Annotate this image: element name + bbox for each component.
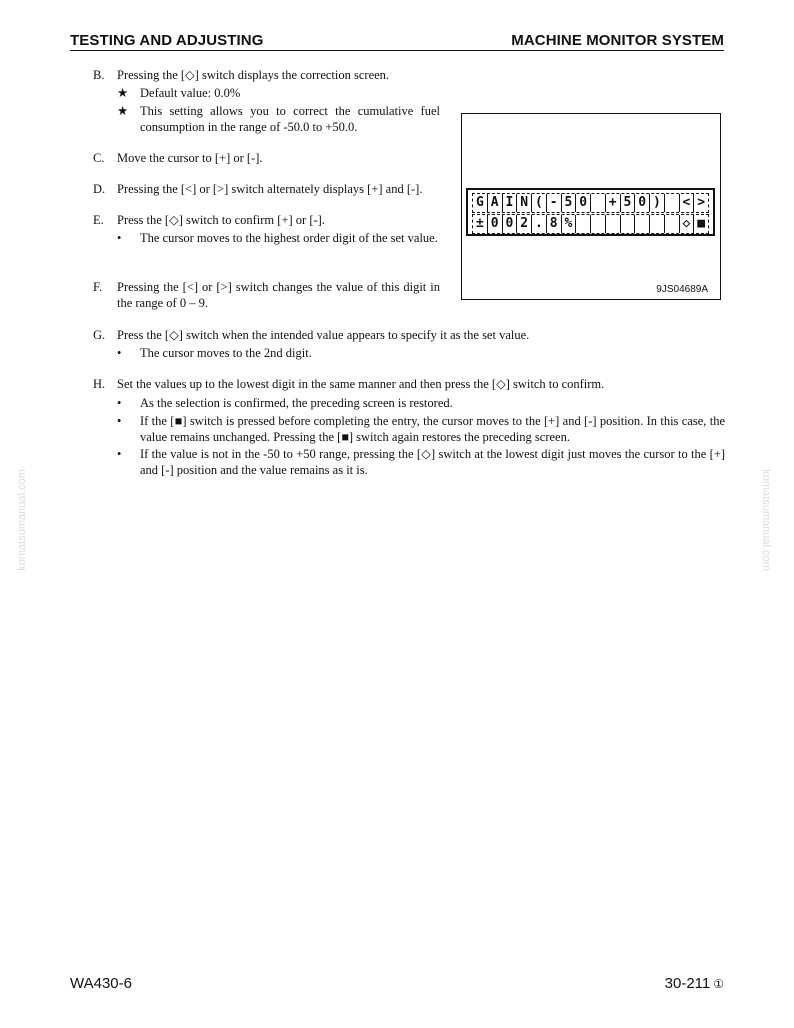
bullet-icon: • xyxy=(117,447,122,461)
lcd-cell: ± xyxy=(473,215,488,233)
step-text: Pressing the [◇] switch displays the correction screen. xyxy=(117,68,390,82)
lcd-cell xyxy=(591,194,606,212)
header-section-title: TESTING AND ADJUSTING xyxy=(70,32,264,49)
lcd-cell xyxy=(665,215,680,233)
note-out-of-range xyxy=(117,446,727,478)
footer-model: WA430-6 xyxy=(70,975,132,992)
page-number: 30-211 xyxy=(664,975,711,992)
lcd-cell: 0 xyxy=(488,215,503,233)
lcd-cell: N xyxy=(517,194,532,212)
diamond-icon: ◇ xyxy=(680,215,695,233)
lcd-cell: 0 xyxy=(576,194,591,212)
lcd-cell: % xyxy=(562,215,577,233)
step-text: Move the cursor to [+] or [-]. xyxy=(117,151,263,165)
star-icon: ★ xyxy=(117,104,129,118)
step-d xyxy=(93,181,443,197)
lcd-cell: ) xyxy=(650,194,665,212)
step-f xyxy=(93,279,443,311)
step-label: B. xyxy=(93,68,105,82)
step-h xyxy=(93,376,733,392)
note-text: The cursor moves to the highest order digit of the set value. xyxy=(140,231,438,245)
watermark-right: komatsumanual.com xyxy=(760,469,772,571)
note-stop-switch xyxy=(117,413,727,445)
note-text: Default value: 0.0% xyxy=(140,86,241,100)
step-text: Set the values up to the lowest digit in the same manner and then press the [◇] switch to confirm. xyxy=(117,377,605,391)
lcd-cell xyxy=(650,215,665,233)
lcd-cell: 5 xyxy=(621,194,636,212)
note-default-value xyxy=(117,85,440,101)
note-text: If the value is not in the -50 to +50 range, pressing the [◇] switch at the lowest digit just moves the cursor to the [+] and [-] position and the value remains as it is. xyxy=(140,447,725,477)
watermark-left: komatsumanual.com xyxy=(16,469,28,571)
lcd-cell: 0 xyxy=(503,215,518,233)
step-g xyxy=(93,327,733,343)
note-cursor-highest xyxy=(117,230,440,262)
step-text: Press the [◇] switch to confirm [+] or [-]. xyxy=(117,213,325,227)
figure-id: 9JS04689A xyxy=(656,284,708,295)
bullet-icon: • xyxy=(117,231,122,245)
lcd-cell xyxy=(576,215,591,233)
lcd-cell: ( xyxy=(532,194,547,212)
lcd-cell: G xyxy=(473,194,488,212)
step-label: F. xyxy=(93,280,103,294)
lcd-cell: 8 xyxy=(547,215,562,233)
note-text: If the [■] switch is pressed before completing the entry, the cursor moves to the [+] and [-] position. In this case, the value remains unchanged. Pressing the [■] switch again restores the preceding screen. xyxy=(140,414,725,444)
note-text: The cursor moves to the 2nd digit. xyxy=(140,346,312,360)
step-c xyxy=(93,150,443,166)
bullet-icon: • xyxy=(117,396,122,410)
step-text: Pressing the [<] or [>] switch alternately displays [+] and [-]. xyxy=(117,182,423,196)
lcd-cell: 5 xyxy=(562,194,577,212)
step-label: D. xyxy=(93,182,106,196)
lcd-cell: + xyxy=(606,194,621,212)
lcd-cell: I xyxy=(503,194,518,212)
step-label: G. xyxy=(93,328,106,342)
note-text: This setting allows you to correct the cumulative fuel consumption in the range of -50.0 to +50.0. xyxy=(140,104,440,134)
lcd-cell: - xyxy=(547,194,562,212)
step-b xyxy=(93,67,443,83)
step-text: Pressing the [<] or [>] switch changes the value of this digit in the range of 0 – 9. xyxy=(117,280,440,310)
lcd-cell: 0 xyxy=(635,194,650,212)
lcd-cell xyxy=(591,215,606,233)
note-cursor-2nd xyxy=(117,345,727,361)
step-text: Press the [◇] switch when the intended value appears to specify it as the set value. xyxy=(117,328,530,342)
note-selection-confirmed xyxy=(117,395,727,411)
lcd-cell xyxy=(606,215,621,233)
lcd-row-gain xyxy=(472,193,709,213)
square-icon: ■ xyxy=(697,216,706,231)
lcd-cell: . xyxy=(532,215,547,233)
footer-page-number xyxy=(665,975,724,992)
header-divider xyxy=(70,50,724,51)
lcd-cell xyxy=(635,215,650,233)
star-icon: ★ xyxy=(117,86,129,100)
lcd-cell: 2 xyxy=(517,215,532,233)
monitor-screen-figure xyxy=(461,113,721,300)
note-text: As the selection is confirmed, the preceding screen is restored. xyxy=(140,396,453,410)
header-chapter-title: MACHINE MONITOR SYSTEM xyxy=(511,32,724,49)
bullet-icon: • xyxy=(117,346,122,360)
step-e xyxy=(93,212,443,228)
revision-mark: ① xyxy=(713,977,724,991)
lcd-row-value xyxy=(472,214,709,234)
lcd-display xyxy=(466,188,715,236)
lcd-cell: > xyxy=(697,195,706,210)
note-range xyxy=(117,103,440,135)
lcd-cell xyxy=(665,194,680,212)
bullet-icon: • xyxy=(117,414,122,428)
step-label: C. xyxy=(93,151,105,165)
step-label: H. xyxy=(93,377,106,391)
lcd-cell: A xyxy=(488,194,503,212)
step-label: E. xyxy=(93,213,104,227)
lcd-cell: < xyxy=(680,194,695,212)
lcd-cell xyxy=(621,215,636,233)
